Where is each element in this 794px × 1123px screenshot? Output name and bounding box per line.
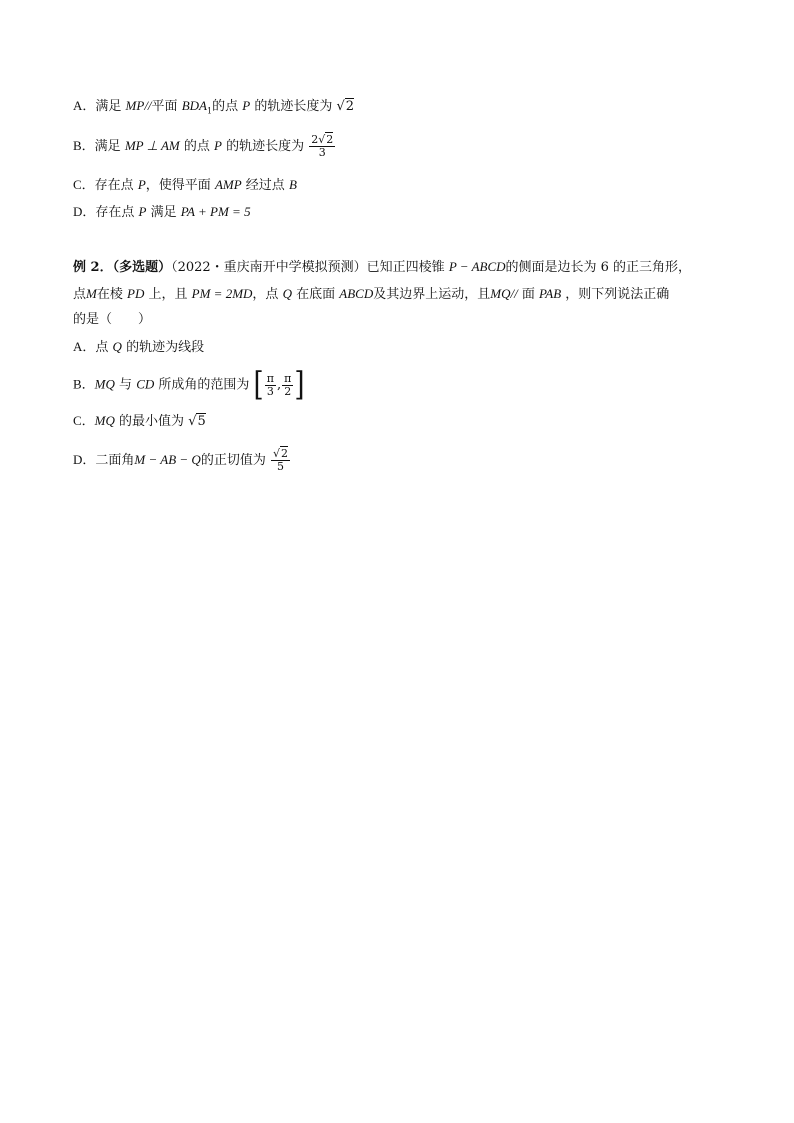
math-expr: MP// [125, 98, 152, 113]
option-text: 的轨迹为线段 [126, 340, 205, 355]
question-text: 在底面 [296, 287, 336, 302]
q2-option-b [73, 366, 305, 404]
math-expr: ABCD [339, 286, 374, 301]
question-text: 面 [521, 287, 535, 302]
option-text: 经过点 [245, 178, 285, 193]
option-text: 满足 [94, 139, 121, 154]
math-expr: M − AB − Q [134, 452, 201, 467]
math-expr: P [214, 138, 222, 153]
math-subscript: 1 [206, 106, 213, 116]
example2-line2 [73, 285, 669, 304]
fraction-denominator: 2 [284, 384, 292, 398]
q1-option-a [73, 97, 354, 121]
option-text: 的轨迹长度为 [254, 99, 333, 114]
option-label: A． [73, 98, 96, 113]
question-text: （2022・重庆南开中学模拟预测）已知正四棱锥 [171, 260, 445, 275]
option-text: 与 [119, 377, 133, 393]
fraction-coef: 2 [311, 133, 319, 146]
option-text: 满足 [150, 205, 177, 220]
sqrt-radicand: 5 [197, 414, 206, 429]
question-text: 在棱 [96, 287, 123, 302]
question-text: 及其边界上运动，且 [373, 287, 491, 302]
question-text: 点 [73, 287, 87, 302]
math-expr: P [137, 177, 146, 192]
q1-option-d [73, 203, 251, 222]
math-expr: MQ [94, 376, 115, 392]
sqrt-expr: √5 [188, 414, 206, 429]
math-expr: MP ⊥ AM [124, 138, 180, 153]
math-expr: P [138, 204, 147, 219]
math-expr: B [288, 177, 297, 192]
left-bracket: [ [253, 366, 264, 404]
example-number: 例 2． [73, 260, 113, 275]
question-text: ，则下列说法正确 [565, 287, 670, 302]
math-expr: PD [127, 286, 145, 301]
option-text: 二面角 [95, 453, 135, 468]
math-expr: PA + PM = 5 [180, 204, 251, 219]
option-text: 存在点 [95, 205, 135, 220]
right-bracket: ] [294, 366, 305, 404]
q1-option-c [73, 176, 297, 195]
sqrt-radicand: 2 [326, 133, 334, 146]
example2-line3 [73, 311, 151, 329]
q2-option-c [73, 412, 206, 431]
option-label: B． [73, 376, 95, 392]
q2-option-d [73, 448, 291, 473]
q1-option-b [73, 134, 336, 159]
fraction [309, 134, 335, 159]
option-text: 的点 [212, 99, 239, 114]
option-text: 的正切值为 [200, 453, 266, 468]
math-expr: BDA [181, 98, 207, 113]
fraction [265, 373, 276, 398]
question-type-tag: （多选题） [112, 260, 172, 275]
option-label: C． [73, 177, 95, 192]
fraction-denominator: 3 [266, 384, 274, 398]
option-text: 平面 [151, 99, 178, 114]
option-text: 的最小值为 [119, 414, 185, 429]
fraction-numerator: π [284, 371, 292, 385]
option-text: 满足 [95, 99, 122, 114]
question-text: 的侧面是边长为 6 的正三角形， [505, 260, 692, 275]
option-text: 点 [95, 340, 109, 355]
option-label: D． [73, 204, 96, 219]
fraction-numerator: √2 [272, 447, 288, 460]
option-text: 存在点 [94, 178, 134, 193]
separator: , [276, 377, 282, 393]
sqrt-radicand: 2 [345, 99, 355, 114]
option-label: B． [73, 138, 95, 153]
math-expr: P − ABCD [448, 259, 506, 274]
q2-option-a [73, 338, 204, 357]
option-text: 的点 [183, 139, 210, 154]
fraction-denominator: 5 [276, 460, 284, 473]
option-text: ，使得平面 [145, 178, 211, 193]
sqrt-expr: √2 [336, 99, 355, 114]
sqrt-radicand: 2 [281, 447, 288, 460]
fraction-denominator: 3 [318, 146, 326, 159]
math-expr: MQ [94, 413, 115, 428]
math-expr: CD [136, 376, 155, 392]
option-label: C． [73, 413, 95, 428]
math-expr: Q [282, 286, 292, 301]
option-text: 的轨迹长度为 [226, 139, 305, 154]
fraction [282, 373, 293, 398]
question-text: 的是（ ） [73, 312, 152, 327]
math-expr: AMP [214, 177, 242, 192]
math-expr: P [242, 98, 251, 113]
question-text: 上，且 [148, 287, 188, 302]
math-expr: M [86, 286, 97, 301]
option-label: A． [73, 339, 96, 354]
question-text: ，点 [252, 287, 279, 302]
option-label: D． [73, 452, 96, 467]
fraction [271, 448, 290, 473]
fraction-numerator: 2√2 [311, 133, 334, 146]
math-expr: MQ// [490, 286, 518, 301]
math-expr: PAB [538, 286, 562, 301]
math-expr: PM = 2MD [191, 286, 253, 301]
example2-line1 [73, 258, 691, 277]
math-expr: Q [112, 339, 122, 354]
fraction-numerator: π [266, 371, 274, 385]
option-text: 所成角的范围为 [158, 377, 250, 393]
